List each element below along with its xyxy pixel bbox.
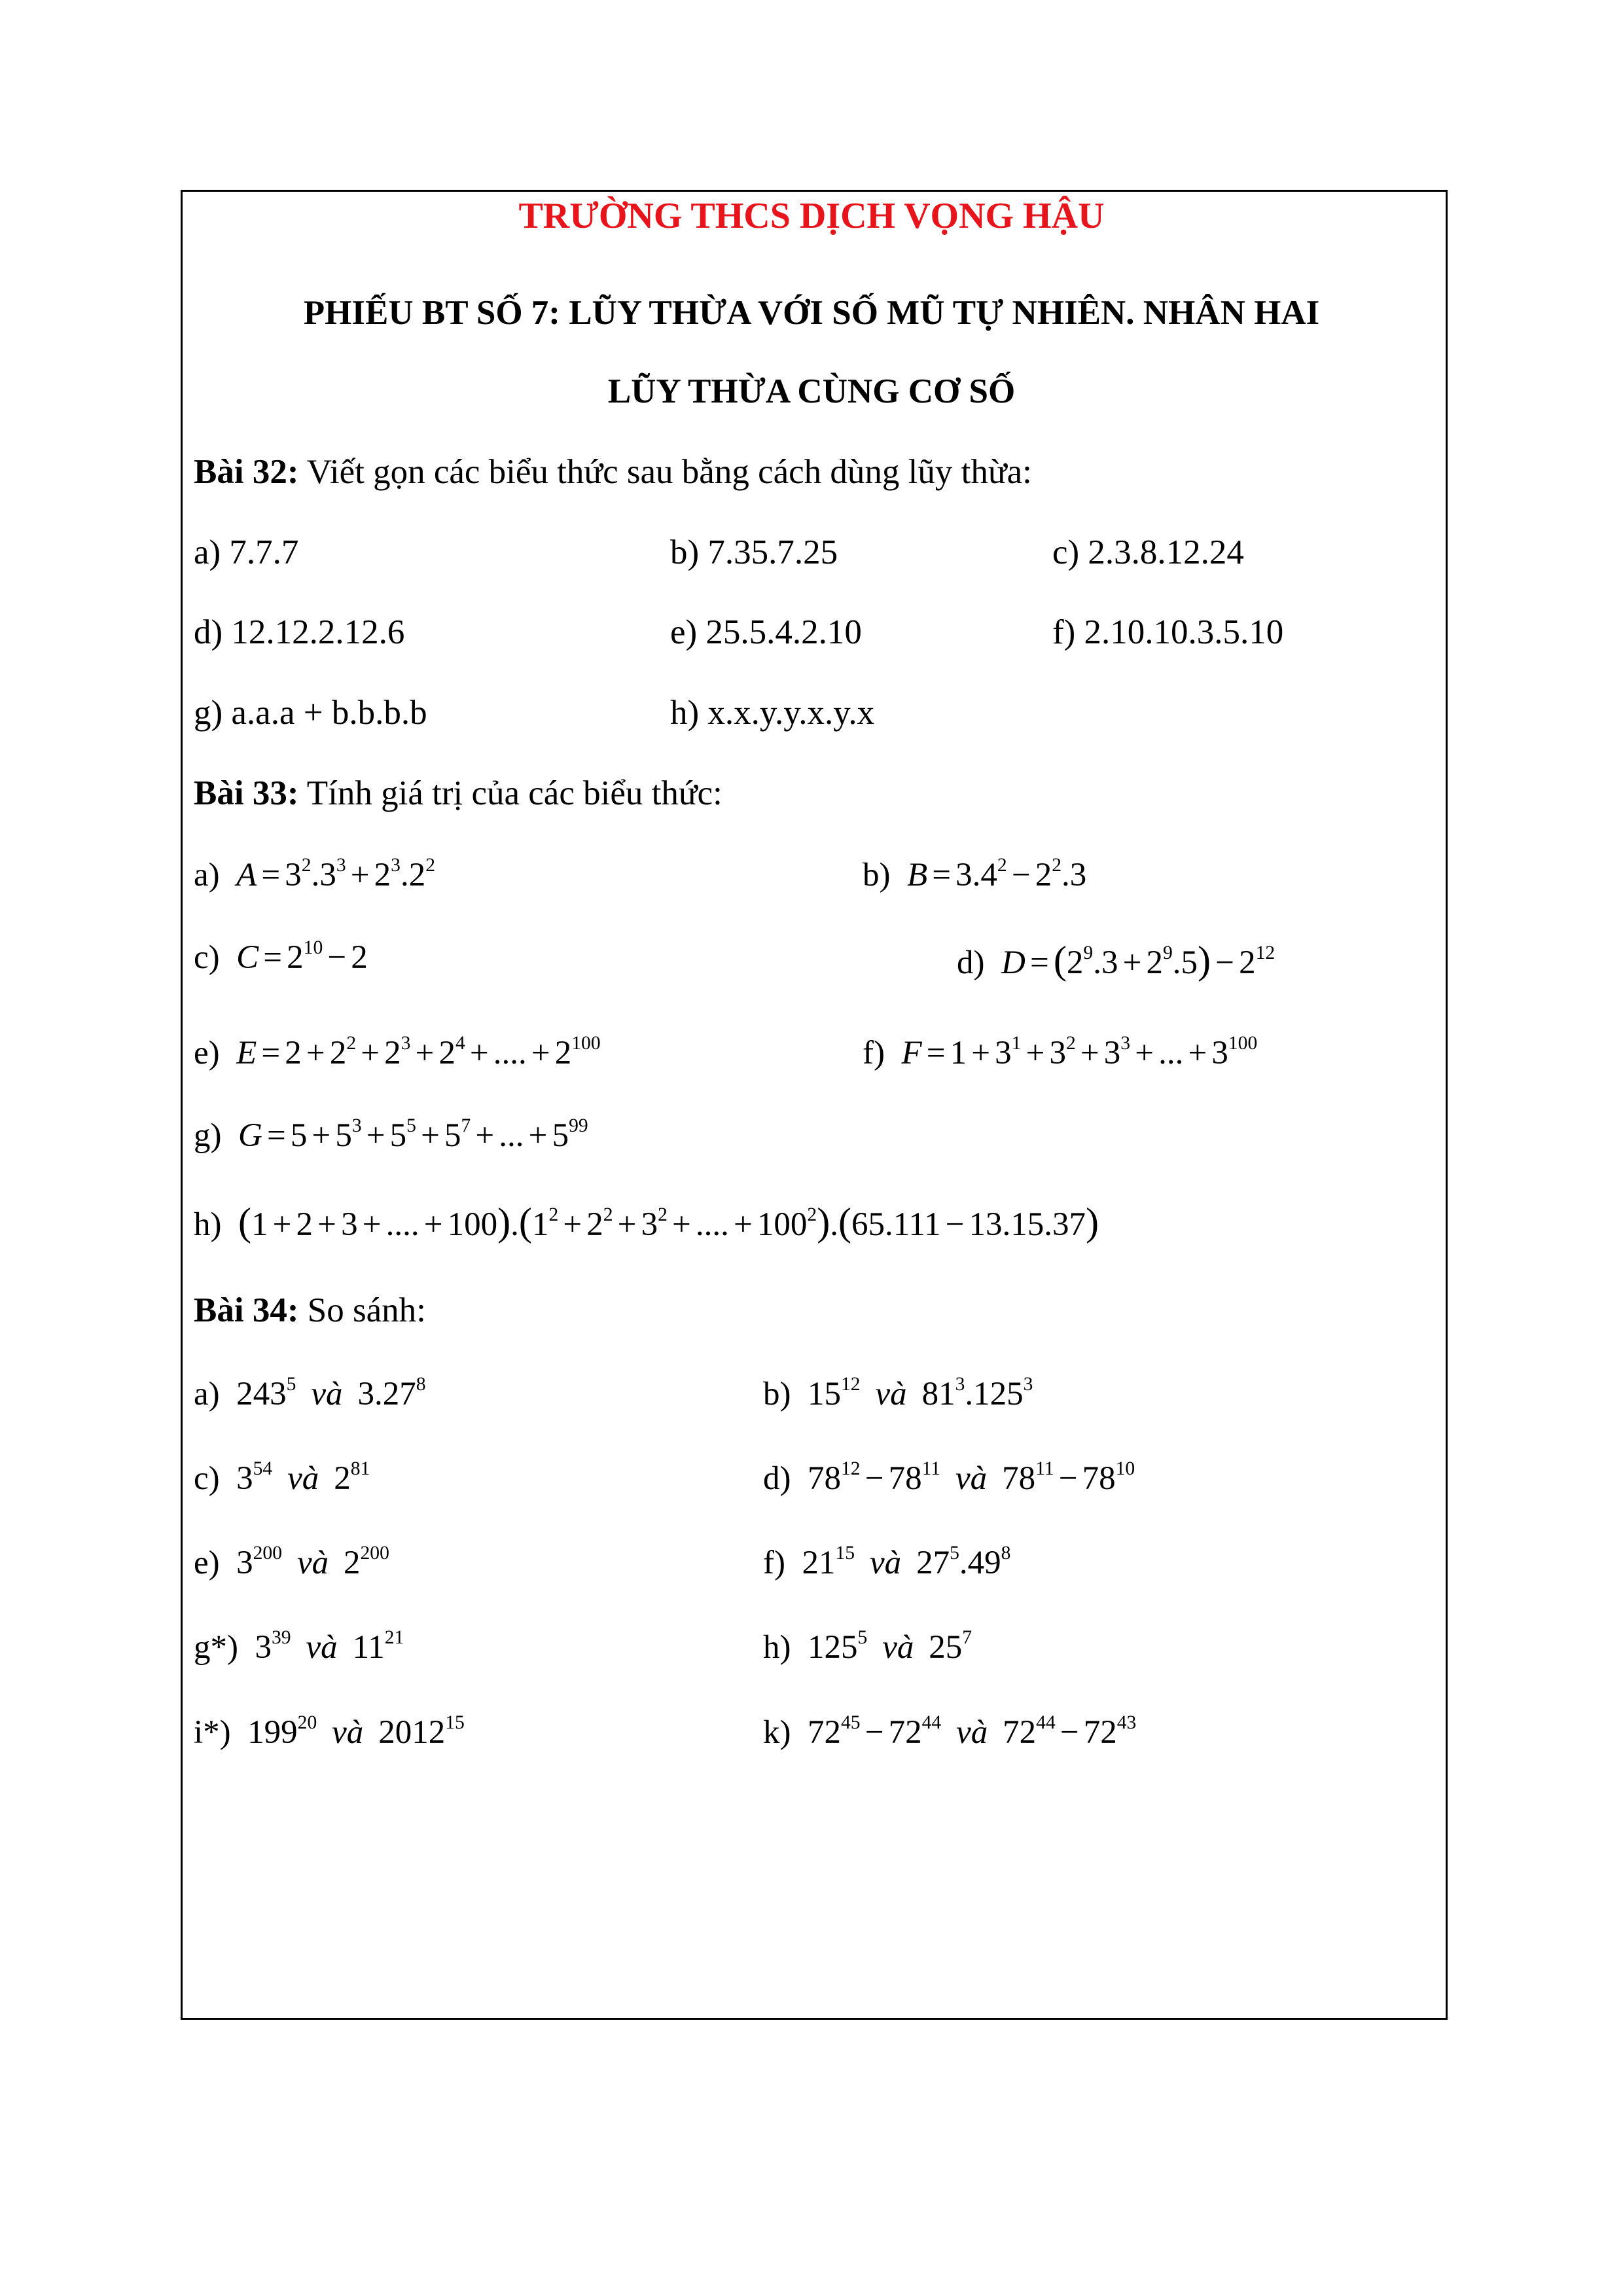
bai34-item-b bbox=[763, 1373, 1033, 1412]
item-label: e) bbox=[194, 1035, 220, 1071]
expression: $199^{20}$ và 2012$^{15}$ bbox=[239, 1712, 465, 1751]
bai34-item-g bbox=[194, 1626, 404, 1666]
bai34-item-d bbox=[763, 1458, 1135, 1497]
item-label: h) bbox=[763, 1629, 791, 1666]
item-label: b) bbox=[863, 857, 891, 893]
bai33-item-e bbox=[194, 1032, 601, 1071]
bai33-item-f bbox=[863, 1032, 1258, 1071]
bai32-prompt: Viết gọn các biểu thức sau bằng cách dùng lũy thừa: bbox=[306, 453, 1032, 491]
bai34-item-e bbox=[194, 1542, 389, 1581]
expression: $B = 3.4^2 - 2^2.3$ bbox=[906, 854, 1087, 893]
bai33-label: Bài 33: bbox=[194, 774, 299, 812]
expression: $3^{39}$ và $11^{21}$ bbox=[246, 1626, 404, 1666]
bai34-item-a bbox=[194, 1373, 426, 1412]
expression: $D = (2^9.3 + 2^9.5) - 2^{12}$ bbox=[1001, 939, 1275, 982]
item-label: d) bbox=[763, 1460, 791, 1497]
bai33-item-c bbox=[194, 937, 368, 976]
item-label: f) bbox=[863, 1035, 885, 1071]
item-label: f) bbox=[763, 1545, 785, 1581]
connector-va: và bbox=[311, 1376, 343, 1412]
bai33-prompt: Tính giá trị của các biểu thức: bbox=[306, 774, 722, 812]
bai32-item-a: a) 7.7.7 bbox=[194, 533, 299, 571]
bai33-item-b bbox=[863, 854, 1087, 893]
expression: $E = 2 + 2^2 + 2^3 + 2^4$ + .... + $2^{100}$ bbox=[236, 1032, 601, 1071]
bai34-item-f bbox=[763, 1542, 1011, 1581]
connector-va: và bbox=[296, 1545, 329, 1581]
item-label: a) bbox=[194, 1376, 220, 1412]
bai32-heading bbox=[194, 455, 1032, 490]
item-label: a) bbox=[194, 857, 220, 893]
item-label: c) bbox=[194, 939, 220, 976]
bai34-item-i bbox=[194, 1712, 465, 1751]
bai33-heading bbox=[194, 776, 722, 811]
bai34-label: Bài 34: bbox=[194, 1291, 299, 1329]
bai32-label: Bài 32: bbox=[194, 453, 299, 491]
bai33-item-d bbox=[957, 941, 1275, 980]
expression: $C = 2^{10} - 2$ bbox=[236, 937, 368, 976]
bai32-item-c: c) 2.3.8.12.24 bbox=[1052, 533, 1244, 571]
school-name: TRƯỜNG THCS DỊCH VỌNG HẬU bbox=[518, 196, 1105, 236]
bai32-item-g: g) a.a.a + b.b.b.b bbox=[194, 694, 427, 732]
expression: $125^5$ và $25^7$ bbox=[799, 1626, 972, 1666]
bai32-item-e: e) 25.5.4.2.10 bbox=[670, 613, 862, 651]
worksheet-title-line1: PHIẾU BT SỐ 7: LŨY THỪA VỚI SỐ MŨ TỰ NHIÊN. NHÂN HAI bbox=[303, 294, 1320, 332]
item-label: k) bbox=[763, 1714, 791, 1751]
item-label: h) bbox=[194, 1206, 222, 1243]
bai34-item-k bbox=[763, 1712, 1137, 1751]
expression: (1 + 2 + 3 + .... + $100).(1^2 + 2^2 + 3^2$ + .... + $100^2).(65.111 - 13.15.37)$ bbox=[238, 1200, 1099, 1244]
item-label: g) bbox=[194, 1117, 222, 1154]
item-label: i*) bbox=[194, 1714, 231, 1751]
bai33-item-g bbox=[194, 1115, 588, 1154]
connector-va: và bbox=[869, 1545, 902, 1581]
item-label: g*) bbox=[194, 1629, 238, 1666]
bai34-prompt: So sánh: bbox=[307, 1291, 426, 1329]
bai32-item-f: f) 2.10.10.3.5.10 bbox=[1052, 613, 1284, 651]
expression: $F = 1 + 3^1 + 3^2 + 3^3$ + ... + $3^{100}$ bbox=[901, 1032, 1258, 1071]
connector-va: và bbox=[287, 1460, 319, 1497]
bai34-item-c bbox=[194, 1458, 370, 1497]
bai32-item-h: h) x.x.y.y.x.y.x bbox=[670, 694, 875, 732]
bai34-item-h bbox=[763, 1626, 972, 1666]
connector-va: và bbox=[332, 1714, 364, 1751]
bai33-item-h bbox=[194, 1200, 1099, 1244]
expression: $G = 5 + 5^3 + 5^5 + 5^7$ + ... + $5^{99}$ bbox=[238, 1115, 588, 1154]
expression: $78^{12} - 78^{11}$ và $78^{11} - 78^{10}$ bbox=[799, 1458, 1135, 1497]
expression: $15^{12}$ và $81^3.125^3$ bbox=[799, 1373, 1033, 1412]
expression: $A = 3^2.3^3 + 2^3.2^2$ bbox=[236, 854, 435, 893]
connector-va: và bbox=[875, 1376, 907, 1412]
expression: $243^5$ và 3.27$^8$ bbox=[228, 1373, 426, 1412]
bai33-item-a bbox=[194, 854, 435, 893]
connector-va: và bbox=[306, 1629, 338, 1666]
connector-va: và bbox=[956, 1714, 988, 1751]
item-label: e) bbox=[194, 1545, 220, 1581]
bai32-item-d: d) 12.12.2.12.6 bbox=[194, 613, 405, 651]
expression: $3^{54}$ và $2^{81}$ bbox=[228, 1458, 370, 1497]
bai32-item-b: b) 7.35.7.25 bbox=[670, 533, 838, 571]
item-label: b) bbox=[763, 1376, 791, 1412]
expression: $21^{15}$ và $27^5.49^8$ bbox=[793, 1542, 1011, 1581]
expression: $72^{45} - 72^{44}$ và $72^{44} - 72^{43}$ bbox=[799, 1712, 1137, 1751]
expression: $3^{200}$ và $2^{200}$ bbox=[228, 1542, 389, 1581]
worksheet-title-line2: LŨY THỪA CÙNG CƠ SỐ bbox=[607, 372, 1016, 410]
item-label: d) bbox=[957, 944, 985, 981]
connector-va: và bbox=[955, 1460, 988, 1497]
bai34-heading bbox=[194, 1293, 426, 1328]
connector-va: và bbox=[882, 1629, 914, 1666]
item-label: c) bbox=[194, 1460, 220, 1497]
